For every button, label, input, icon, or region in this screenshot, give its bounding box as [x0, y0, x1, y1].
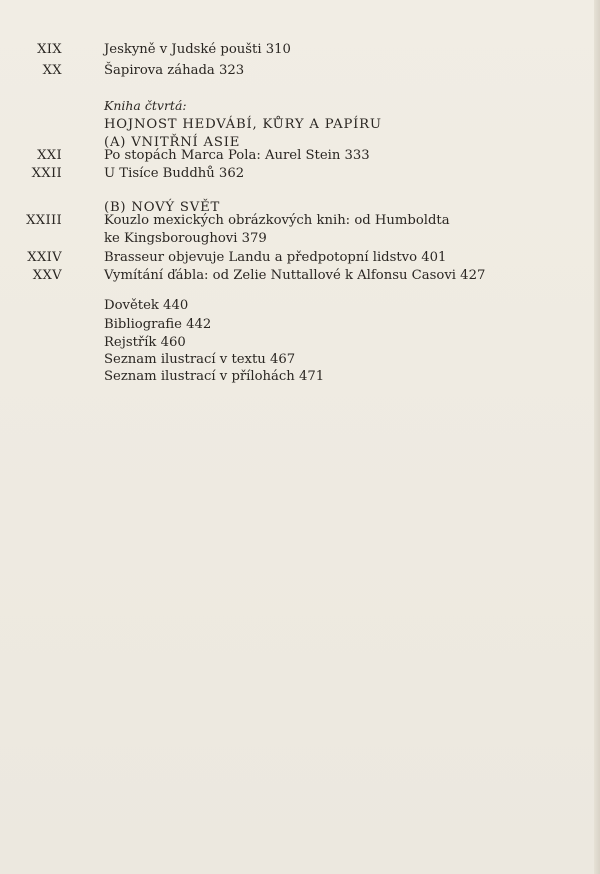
chapter-title: Brasseur objevuje Landu a předpotopní lidstvo 401	[104, 250, 447, 265]
appendix-title: Rejstřík 460	[104, 335, 186, 350]
toc-entry-23	[0, 211, 560, 231]
chapter-number: XXIV	[27, 250, 62, 265]
toc-entry-23-continued	[0, 229, 560, 249]
part-label	[0, 96, 560, 116]
chapter-title: Vymítání ďábla: od Zelie Nuttallové k Alfonsu Casovi 427	[104, 268, 486, 283]
chapter-title-continued: ke Kingsboroughovi 379	[104, 231, 267, 246]
chapter-title: Kouzlo mexických obrázkových knih: od Humboldta	[104, 213, 450, 228]
chapter-title: Po stopách Marca Pola: Aurel Stein 333	[104, 148, 370, 163]
chapter-title: Jeskyně v Judské poušti 310	[104, 42, 291, 57]
appendix-title: Bibliografie 442	[104, 317, 212, 332]
section-heading-text: (A) VNITŘNÍ ASIE	[104, 135, 241, 150]
chapter-number: XXV	[32, 268, 62, 283]
toc-entry-25	[0, 266, 560, 286]
appendix-entry	[0, 367, 560, 387]
chapter-number: XXIII	[26, 213, 62, 228]
chapter-number: XIX	[37, 42, 62, 57]
appendix-title: Seznam ilustrací v textu 467	[104, 352, 296, 367]
toc-entry-24	[0, 248, 560, 268]
appendix-entry	[0, 296, 560, 316]
appendix-entry	[0, 315, 560, 335]
toc-entry-22	[0, 164, 560, 184]
chapter-title: U Tisíce Buddhů 362	[104, 166, 245, 181]
toc-entry-19	[0, 40, 560, 60]
part-title	[0, 115, 560, 135]
toc-entry-21	[0, 146, 560, 166]
chapter-number: XXII	[31, 166, 62, 181]
page-edge	[594, 0, 600, 874]
toc-entry-20	[0, 61, 560, 81]
part-label-text: Kniha čtvrtá:	[104, 98, 187, 113]
chapter-number: XXI	[37, 148, 62, 163]
part-title-text: HOJNOST HEDVÁBÍ, KŮRY A PAPÍRU	[104, 117, 382, 132]
chapter-title: Šapirova záhada 323	[104, 63, 245, 78]
appendix-title: Dovětek 440	[104, 298, 189, 313]
chapter-number: XX	[42, 63, 62, 78]
section-heading-text: (B) NOVÝ SVĚT	[104, 200, 221, 215]
appendix-title: Seznam ilustrací v přílohách 471	[104, 369, 325, 384]
